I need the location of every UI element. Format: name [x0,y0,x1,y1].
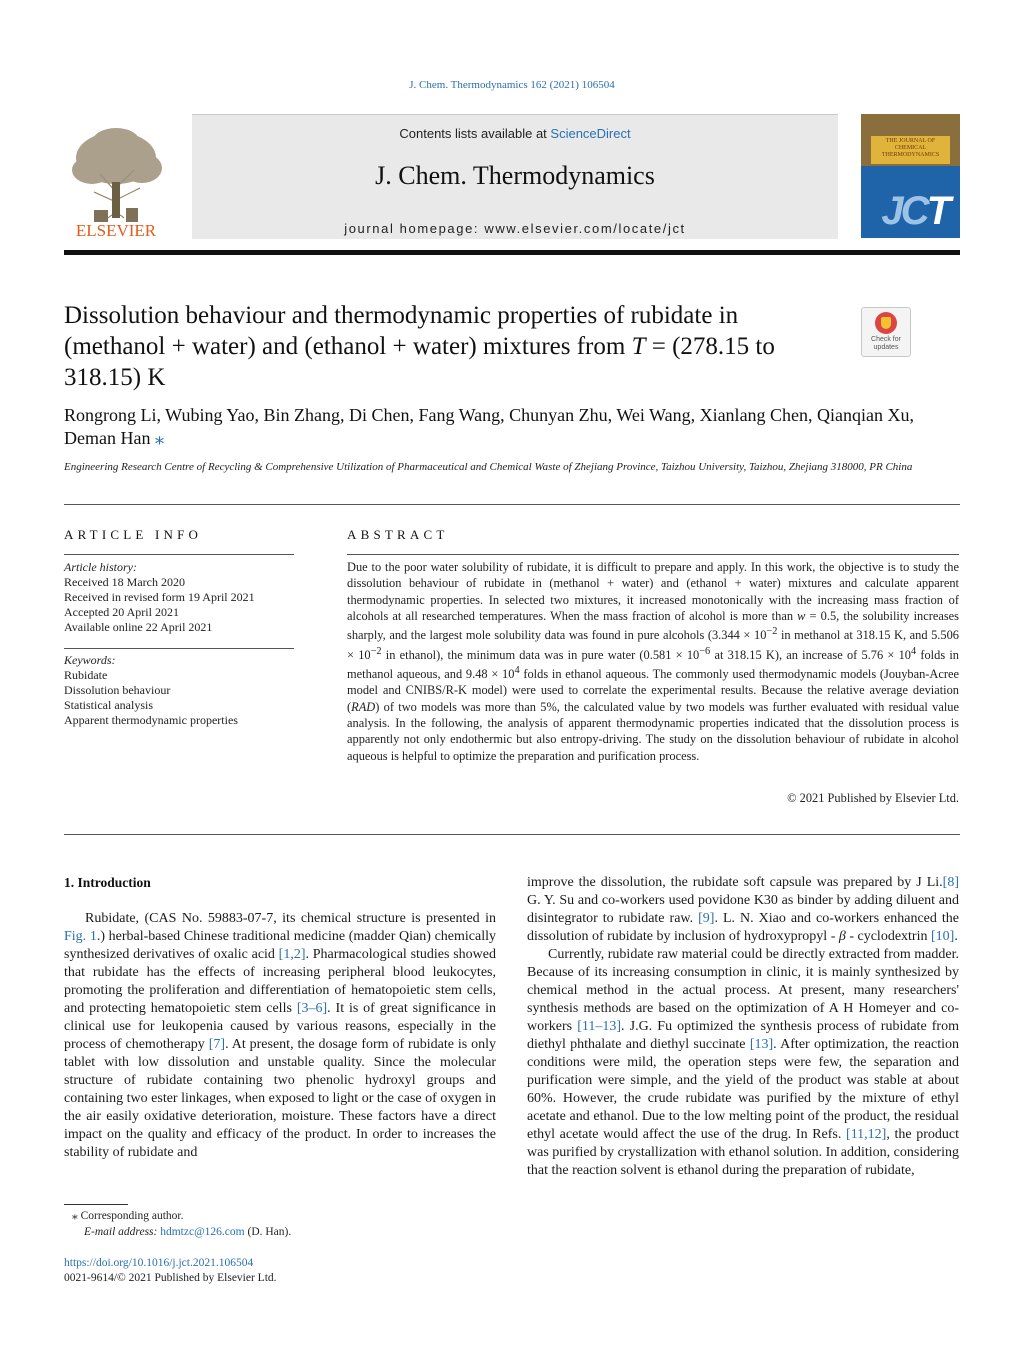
title-text-1: Dissolution behaviour and thermodynamic properties of rubidate in (methanol + water) and (ethanol + water) mixtures from [64,302,739,360]
footnote [64,1208,496,1240]
title-text-2: = (278.15 to 318.15) K [64,333,775,391]
body-column-right [527,874,959,1180]
paragraph: Currently, rubidate raw material could be directly extracted from madder. Because of its increasing consumption in clinic, it is mainly synthesized by chemical method in the actual process. At present, many researchers' synthesis methods are based on the optimization of A H Homeyer and co-workers [11–13]. J.G. Fu optimized the synthesis process of rubidate from diethyl phthalate and diethyl succinate [13]. After optimization, the reaction conditions were mild, the operation steps were few, the separation and purification were simple, and the yield of the product was stable at about 60%. However, the crude rubidate was purified by the mixture of ethyl acetate and ethanol. Due to the low melting point of the product, the residual ethyl acetate would affect the use of the drug. In Refs. [11,12], the product was purified by crystallization with ethanol solution. In addition, considering that the reaction solvent is ethanol during the preparation of rubidate, [527,947,960,1178]
received-date: Received 18 March 2020 [64,575,185,589]
keyword: Dissolution behaviour [64,683,171,697]
authors-text: Rongrong Li, Wubing Yao, Bin Zhang, Di Chen, Fang Wang, Chunyan Zhu, Wei Wang, Xianlang Chen, Qianqian Xu, Deman Han [64,405,915,448]
masthead [192,114,838,239]
check-updates-label: Check for updates [871,336,901,351]
article-history [64,560,294,635]
journal-homepage-link[interactable]: journal homepage: www.elsevier.com/locate/jct [344,221,686,236]
elsevier-tree-logo[interactable] [64,122,168,240]
keyword: Statistical analysis [64,698,153,712]
reference-link[interactable]: [11–13] [577,1019,622,1034]
article-title [64,300,844,393]
paragraph: improve the dissolution, the rubidate soft capsule was prepared by J Li.[8] G. Y. Su and co-workers used povidone K30 as binder by adding diluent and disintegrator to rubidate raw. [9]. L. N. Xiao and co-workers enhanced the dissolution of rubidate by inclusion of hydroxypropyl - β - cyclodextrin [10]. [527,875,959,944]
reference-link[interactable]: [13] [749,1037,774,1052]
journal-cover-image[interactable] [861,114,960,238]
journal-name: J. Chem. Thermodynamics [375,161,655,190]
reference-link[interactable]: [8] [942,875,959,890]
corresponding-author-note: ⁎ Corresponding author. [72,1210,184,1222]
reference-link[interactable]: [1,2] [278,947,306,962]
doi-link[interactable]: https://doi.org/10.1016/j.jct.2021.106504 [64,1257,254,1269]
email-line: E-mail address: hdmtzc@126.com (D. Han). [84,1226,292,1238]
doi-block [64,1256,277,1286]
title-variable: T [631,333,646,360]
online-date: Available online 22 April 2021 [64,620,213,634]
contents-line [192,126,838,141]
divider [64,504,960,505]
revised-date: Received in revised form 19 April 2021 [64,590,255,604]
cover-title: THE JOURNAL OF CHEMICAL THERMODYNAMICS [871,136,950,164]
divider [64,554,294,555]
bookmark-icon [875,312,897,334]
sciencedirect-link[interactable]: ScienceDirect [550,126,631,141]
journal-reference[interactable]: J. Chem. Thermodynamics 162 (2021) 106504 [409,79,615,91]
divider [64,648,294,649]
figure-link[interactable]: Fig. 1 [64,929,97,944]
elsevier-wordmark: ELSEVIER [75,221,157,240]
reference-link[interactable]: [11,12] [846,1127,887,1142]
reference-link[interactable]: [10] [930,929,955,944]
jct-cover-logo [881,189,948,234]
footnote-rule [64,1204,128,1205]
section-heading-introduction: 1. Introduction [64,875,151,890]
check-for-updates-button[interactable] [861,307,911,357]
author-list [64,404,960,450]
reference-link[interactable]: [7] [208,1037,226,1052]
history-label: Article history: [64,560,137,574]
body-column-left [64,910,496,1162]
email-link[interactable]: hdmtzc@126.com [160,1226,245,1238]
divider [64,834,960,835]
cover-logo-j: J [881,189,901,233]
affiliation: Engineering Research Centre of Recycling & Comprehensive Utilization of Pharmaceutical and Chemical Waste of Zhejiang Province, Taizhou University, Taizhou, Zhejiang 318000, PR China [64,461,913,473]
issn-line: 0021-9614/© 2021 Published by Elsevier Ltd. [64,1272,277,1284]
contents-prefix: Contents lists available at [399,126,551,141]
article-info-heading: ARTICLE INFO [64,527,203,542]
keywords-label: Keywords: [64,653,116,667]
keyword: Rubidate [64,668,108,682]
reference-link[interactable]: [9] [698,911,715,926]
keywords [64,653,294,728]
accepted-date: Accepted 20 April 2021 [64,605,179,619]
abstract-text: Due to the poor water solubility of rubidate, it is difficult to prepare and apply. In this work, the objective is to study the dissolution behaviour of rubidate in (methanol + water) and (ethanol + water) mixtures and calculate apparent thermodynamic properties. In selected two mixtures, it increased monotonically with the increasing mass fraction of alcohols at all researched temperatures. When the mass fraction of alcohol is more than w = 0.5, the solubility increases sharply, and the largest mole solubility data was found in pure alcohols ($3.344 \times 10^{-2}$ in methanol at 318.15 K, and $5.506 \times 10^{-2}$ in ethanol), the minimum data was in pure water ($0.581 \times 10^{-6}$ at 318.15 K), an increase of $5.76 \times 10^4$ folds in methanol aqueous, and $9.48 \times 10^4$ folds in ethanol aqueous. The commonly used thermodynamic models (Jouyban-Acree model and CNIBS/R-K model) were used to correlate the experimental results. Because the relative average deviation (RAD) of two models was more than 5%, the calculated value by two models was further evaluated with residual value analysis. In the following, the analysis of apparent thermodynamic properties indicated that the dissolution process is apparently not only endothermic but also entropy-driving. The study on the dissolution behaviour of rubidate in alcohol aqueous is helpful to optimize the preparation and purification process. [347,560,960,763]
copyright-notice: © 2021 Published by Elsevier Ltd. [787,791,959,805]
paragraph: Rubidate, (CAS No. 59883-07-7, its chemical structure is presented in Fig. 1.) herbal-based Chinese traditional medicine (madder Qian) chemically synthesized derivatives of oxalic acid [1,2]. Pharmacological studies showed that rubidate has the effects of increasing peripheral blood leukocytes, promoting the proliferation and differentiation of hematopoietic stem cells, and protecting hematopoietic stem cells [3–6]. It is of great significance in clinical use for leukopenia caused by various reasons, especially in the process of chemotherapy [7]. At present, the dosage form of rubidate is only tablet with low dissolution and unstable quality. Since the molecular structure of rubidate containing two phenolic hydroxyl groups and containing two ester linkages, when exposed to light or the case of oxygen in the air easily oxidative deterioration, moisture. These factors have a direct impact on the quality and efficacy of the product. In order to increases the stability of rubidate and [64,911,497,1160]
divider [347,554,959,555]
keyword: Apparent thermodynamic properties [64,713,238,727]
cover-logo-c: C [900,189,927,233]
cover-logo-t: T [926,189,948,233]
reference-link[interactable]: [3–6] [296,1001,328,1016]
masthead-rule [64,250,960,255]
abstract-heading: ABSTRACT [347,527,449,542]
corresponding-author-star[interactable]: ⁎ [154,428,164,448]
